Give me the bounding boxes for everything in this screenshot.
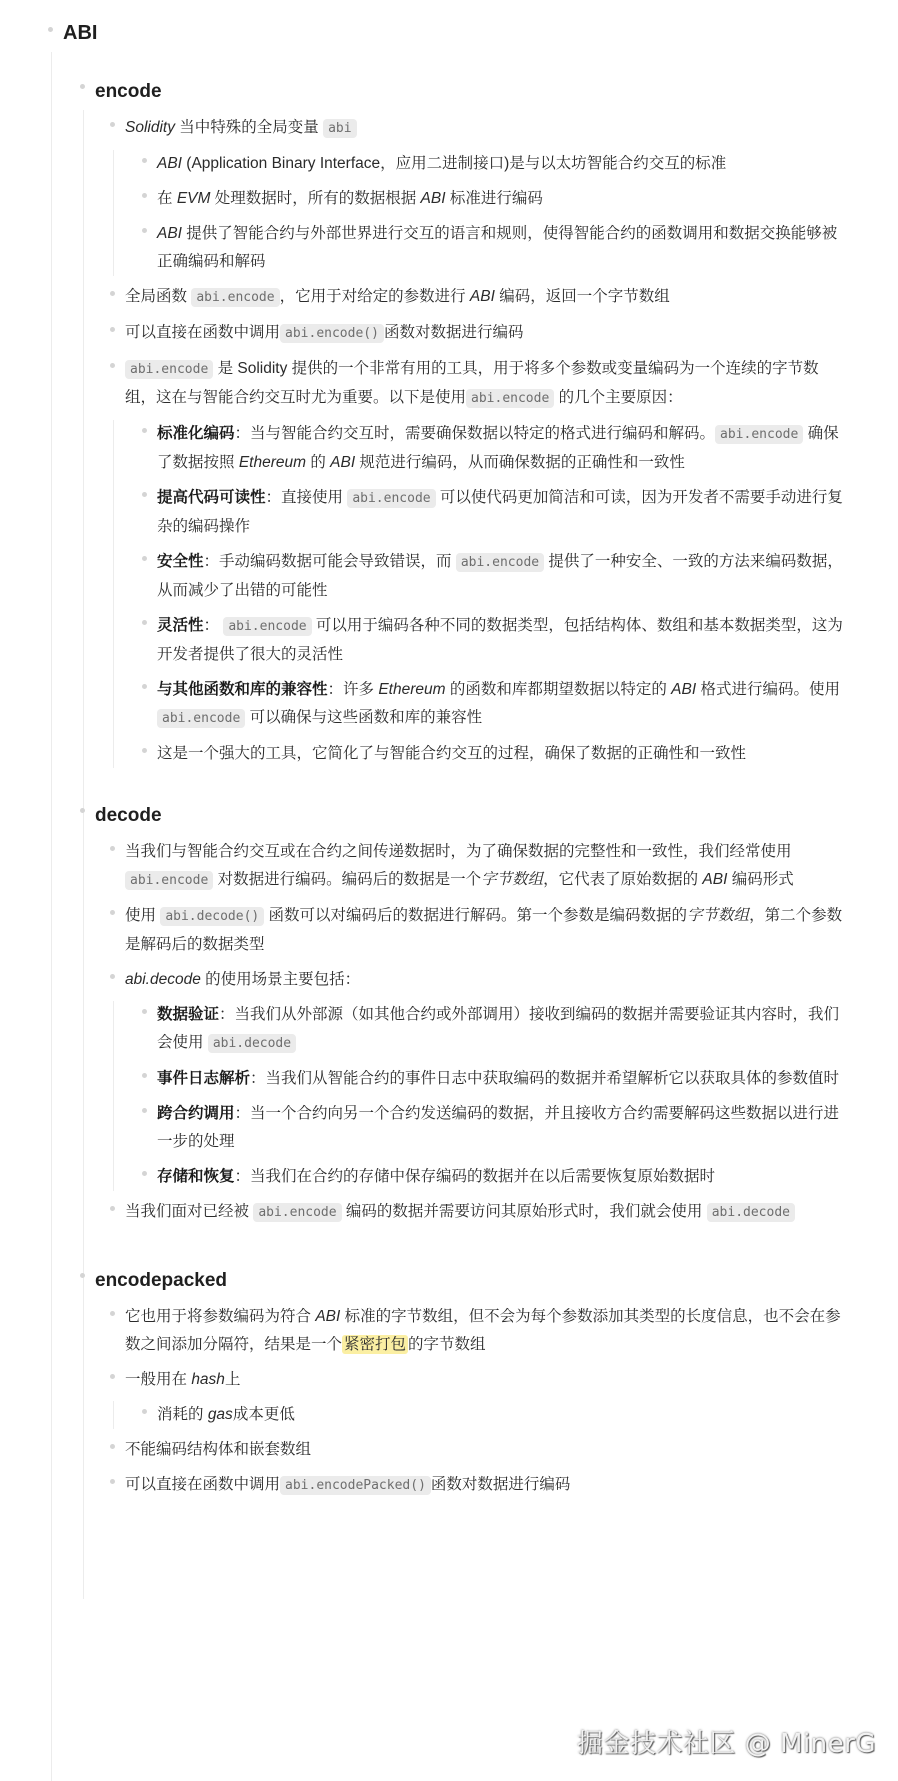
text-run: 是 Solidity 提供的一个非常有用的工具，用于将多个参数或变量编码为一个连续的字节数组，这在与智能合约交互时尤为重要。以下是使用 [125, 360, 819, 406]
text-run: 编码，返回一个字节数组 [494, 288, 670, 305]
list-item[interactable] [0, 740, 898, 768]
text-run: 函数对数据进行编码 [383, 324, 524, 341]
list-item[interactable] [0, 185, 898, 213]
bullet-icon[interactable] [110, 327, 115, 332]
bullet-icon[interactable] [142, 1409, 147, 1414]
italic-term: gas [207, 1406, 233, 1423]
nested-list [0, 1001, 898, 1191]
bullet-icon[interactable] [80, 84, 85, 89]
bullet-icon[interactable] [110, 846, 115, 851]
inline-code: abi.decode [707, 1203, 795, 1222]
text-run: 函数对数据进行编码 [430, 1476, 571, 1493]
bullet-icon[interactable] [110, 122, 115, 127]
bold-term: 标准化编码 [157, 425, 235, 442]
text-run: ，它用于对给定的参数进行 [279, 288, 470, 305]
text-run: 上 [224, 1371, 241, 1388]
list-item[interactable] [0, 220, 898, 276]
list-item-text [157, 150, 845, 178]
text-run: 一般用在 [125, 1371, 192, 1388]
bullet-icon[interactable] [142, 1073, 147, 1078]
list-item-text [125, 966, 845, 994]
text-run: 当我们面对已经被 [125, 1203, 254, 1220]
list-item-text [157, 548, 845, 605]
list-item-text [125, 902, 845, 959]
list-item[interactable] [0, 114, 898, 143]
inline-code: abi.encode [157, 709, 245, 728]
nested-list [0, 420, 898, 768]
node-row[interactable] [0, 802, 898, 830]
heading-encode: encode [95, 81, 162, 102]
italic-term: ABI [702, 871, 728, 888]
text-run: 当我们与智能合约交互或在合约之间传递数据时，为了确保数据的完整性和一致性，我们经常使用 [125, 843, 792, 860]
italic-term: EVM [176, 190, 211, 207]
bullet-icon[interactable] [110, 1444, 115, 1449]
list-item[interactable] [0, 1401, 898, 1429]
list-item[interactable] [0, 484, 898, 541]
bullet-icon[interactable] [110, 1479, 115, 1484]
text-run: 的几个主要原因： [554, 389, 683, 406]
bold-term: 与其他函数和库的兼容性 [157, 681, 328, 698]
list-item-text [125, 1366, 845, 1394]
text-run: ：许多 [327, 681, 379, 698]
section-encodepacked [0, 1267, 898, 1500]
list-item[interactable] [0, 838, 898, 895]
inline-code: abi.encode [715, 425, 803, 444]
text-run: 规范进行编码，从而确保数据的正确性和一致性 [355, 454, 685, 471]
section-decode [0, 802, 898, 1227]
bullet-icon[interactable] [110, 1374, 115, 1379]
list-item[interactable] [0, 420, 898, 477]
list-item-text [157, 1401, 845, 1429]
list-item-text [157, 612, 845, 669]
text-run: 成本更低 [232, 1406, 295, 1423]
inline-code: abi.encode [125, 360, 213, 379]
list-item-text [157, 1163, 845, 1191]
bullet-icon[interactable] [142, 193, 147, 198]
list-item[interactable] [0, 1001, 898, 1058]
list-item-text [125, 283, 845, 312]
italic-term: ABI [420, 190, 446, 207]
heading-abi: ABI [63, 22, 98, 44]
list-item-text [157, 1100, 845, 1156]
inline-code: abi.decode [208, 1034, 296, 1053]
bullet-icon[interactable] [142, 748, 147, 753]
text-run: 的函数和库都期望数据以特定的 [445, 681, 672, 698]
italic-term: 字节数组 [481, 871, 544, 888]
inline-code: abi.encode() [280, 324, 384, 343]
italic-term: ABI [671, 681, 697, 698]
nested-list [0, 150, 898, 276]
italic-term: ABI [315, 1308, 341, 1325]
list-item[interactable] [0, 1163, 898, 1191]
decode-list [0, 838, 898, 1227]
bullet-icon[interactable] [142, 492, 147, 497]
bullet-icon[interactable] [110, 910, 115, 915]
bold-term: 安全性 [157, 553, 204, 570]
bullet-icon[interactable] [142, 1171, 147, 1176]
text-run: 使用 [125, 907, 161, 924]
text-run: 提供了智能合约与外部世界进行交互的语言和规则，使得智能合约的函数调用和数据交换能够被正确编码和解码 [157, 225, 838, 270]
text-run: 提供了一种安全、一致的方法来编码数据，从而减少了出错的可能性 [157, 553, 843, 599]
list-item[interactable] [0, 676, 898, 733]
list-item-text [125, 1198, 845, 1227]
text-run: 在 [157, 190, 177, 207]
list-item[interactable] [0, 612, 898, 669]
text-run: ：当与智能合约交互时，需要确保数据以特定的格式进行编码和解码。 [234, 425, 716, 442]
list-item[interactable] [0, 1100, 898, 1156]
heading-encodepacked: encodepacked [95, 1270, 227, 1291]
list-item-text [125, 838, 845, 895]
inline-code: abi.encode [191, 288, 279, 307]
text-run: 函数可以对编码后的数据进行解码。第一个参数是编码数据的 [264, 907, 688, 924]
italic-term: 字节数组 [687, 907, 750, 924]
list-item-text [125, 1471, 845, 1500]
bullet-icon[interactable] [48, 27, 53, 32]
list-item[interactable] [0, 1436, 898, 1464]
text-run: 可以使代码更加简洁和可读，因为开发者不需要手动进行复杂的编码操作 [157, 489, 843, 535]
text-run: 当中特殊的全局变量 [174, 119, 324, 136]
list-item[interactable] [0, 966, 898, 994]
inline-code: abi.decode() [160, 907, 264, 926]
text-run: ，第二个参数是解码后的数据类型 [125, 907, 843, 953]
inline-code: abi.encode [253, 1203, 341, 1222]
italic-term: ABI [157, 155, 182, 172]
list-item-text [157, 676, 845, 733]
node-row[interactable] [0, 0, 898, 48]
text-run: 的 [306, 454, 331, 471]
list-item[interactable] [0, 1366, 898, 1394]
inline-code: abi.encode [466, 389, 554, 408]
italic-term: Ethereum [238, 454, 307, 471]
bullet-icon[interactable] [80, 808, 85, 813]
bold-term: 数据验证 [157, 1006, 220, 1023]
text-run: ：直接使用 [265, 489, 348, 506]
inline-code: abi [323, 119, 356, 138]
bullet-icon[interactable] [142, 228, 147, 233]
text-run: 消耗的 [157, 1406, 208, 1423]
text-run: 编码的数据并需要访问其原始形式时，我们就会使用 [341, 1203, 707, 1220]
text-run: 格式进行编码。使用 [696, 681, 840, 698]
watermark: 掘金技术社区 @ MinerG [577, 1729, 876, 1759]
bullet-icon[interactable] [142, 684, 147, 689]
text-run: 对数据进行编码。编码后的数据是一个 [213, 871, 482, 888]
text-run: 标准的字节数组，但不会为每个参数添加其类型的长度信息，也不会在参数之间添加分隔符，结果是一个 [125, 1308, 841, 1353]
encode-list [0, 114, 898, 768]
text-run: 的字节数组 [408, 1336, 486, 1353]
bullet-icon[interactable] [142, 556, 147, 561]
text-run: 不能编码结构体和嵌套数组 [125, 1441, 312, 1458]
text-run: ，它代表了原始数据的 [543, 871, 703, 888]
bullet-icon[interactable] [110, 363, 115, 368]
text-run: (Application Binary Interface，应用二进制接口)是与以太坊智能合约交互的标准 [181, 155, 727, 172]
list-item-text [125, 1303, 845, 1359]
text-run: 标准进行编码 [445, 190, 543, 207]
italic-term: Ethereum [378, 681, 446, 698]
text-run: 这是一个强大的工具，它简化了与智能合约交互的过程，确保了数据的正确性和一致性 [157, 745, 747, 762]
text-run: 全局函数 [125, 288, 192, 305]
text-run: ：手动编码数据可能会导致错误，而 [203, 553, 456, 570]
list-item-text [157, 1065, 845, 1093]
italic-term: ABI [330, 454, 356, 471]
list-item-text [157, 420, 845, 477]
node-row[interactable] [0, 78, 898, 106]
text-run: 可以确保与这些函数和库的兼容性 [245, 709, 483, 726]
bullet-icon[interactable] [142, 620, 147, 625]
italic-term: abi.decode [125, 971, 201, 988]
bullet-icon[interactable] [80, 1273, 85, 1278]
list-item-text [157, 740, 845, 768]
list-item[interactable] [0, 1065, 898, 1093]
node-row[interactable] [0, 1267, 898, 1295]
inline-code: abi.encode [223, 617, 311, 636]
list-item-text [125, 319, 845, 348]
text-run: 处理数据时，所有的数据根据 [210, 190, 421, 207]
inline-code: abi.encode [125, 871, 213, 890]
list-item-text [125, 1436, 845, 1464]
bullet-icon[interactable] [110, 974, 115, 979]
bullet-icon[interactable] [110, 1206, 115, 1211]
bullet-icon[interactable] [110, 1311, 115, 1316]
italic-term: Solidity [125, 119, 175, 136]
list-item[interactable] [0, 319, 898, 348]
text-run: ：当一个合约向另一个合约发送编码的数据，并且接收方合约需要解码这些数据以进行进一步的处理 [157, 1105, 840, 1150]
bullet-icon[interactable] [110, 291, 115, 296]
list-item-text [157, 1001, 845, 1058]
list-item[interactable] [0, 1471, 898, 1500]
list-item[interactable] [0, 283, 898, 312]
bold-term: 灵活性 [157, 617, 204, 634]
encodepacked-list [0, 1303, 898, 1500]
bold-term: 存储和恢复 [157, 1168, 235, 1185]
italic-term: ABI [157, 225, 182, 242]
list-item[interactable] [0, 548, 898, 605]
text-run: ：当我们从外部源（如其他合约或外部调用）接收到编码的数据并需要验证其内容时，我们会使用 [157, 1006, 840, 1051]
list-item-text [125, 355, 845, 413]
bold-term: 提高代码可读性 [157, 489, 266, 506]
list-item[interactable] [0, 1198, 898, 1227]
inline-code: abi.encode [347, 489, 435, 508]
text-run: 可以直接在函数中调用 [125, 1476, 281, 1493]
bold-term: 跨合约调用 [157, 1105, 235, 1122]
list-item[interactable] [0, 1303, 898, 1359]
list-item[interactable] [0, 902, 898, 959]
bullet-icon[interactable] [142, 158, 147, 163]
text-run: ：当我们从智能合约的事件日志中获取编码的数据并希望解析它以获取具体的参数值时 [250, 1070, 840, 1087]
section-encode [0, 78, 898, 768]
bullet-icon[interactable] [142, 1108, 147, 1113]
text-run: 的使用场景主要包括： [200, 971, 361, 988]
list-item[interactable] [0, 355, 898, 413]
bullet-icon[interactable] [142, 428, 147, 433]
text-run: 可以直接在函数中调用 [125, 324, 281, 341]
list-item-text [157, 484, 845, 541]
bold-term: 事件日志解析 [157, 1070, 251, 1087]
text-run: 可以用于编码各种不同的数据类型，包括结构体、数组和基本数据类型，这为开发者提供了很大的灵活性 [157, 617, 843, 663]
italic-term: ABI [469, 288, 495, 305]
list-item[interactable] [0, 150, 898, 178]
text-run: ： [203, 617, 224, 634]
text-run: 确保了数据按照 [157, 425, 839, 471]
nested-list [0, 1401, 898, 1429]
list-item-text [157, 185, 845, 213]
italic-term: hash [191, 1371, 225, 1388]
text-run: 它也用于将参数编码为符合 [125, 1308, 316, 1325]
text-run: ：当我们在合约的存储中保存编码的数据并在以后需要恢复原始数据时 [234, 1168, 716, 1185]
inline-code: abi.encodePacked() [280, 1476, 431, 1495]
bullet-icon[interactable] [142, 1009, 147, 1014]
text-run: 编码形式 [727, 871, 794, 888]
highlighted-text: 紧密打包 [344, 1336, 407, 1353]
heading-decode: decode [95, 805, 162, 826]
list-item-text [157, 220, 845, 276]
list-item-text [125, 114, 845, 143]
inline-code: abi.encode [456, 553, 544, 572]
